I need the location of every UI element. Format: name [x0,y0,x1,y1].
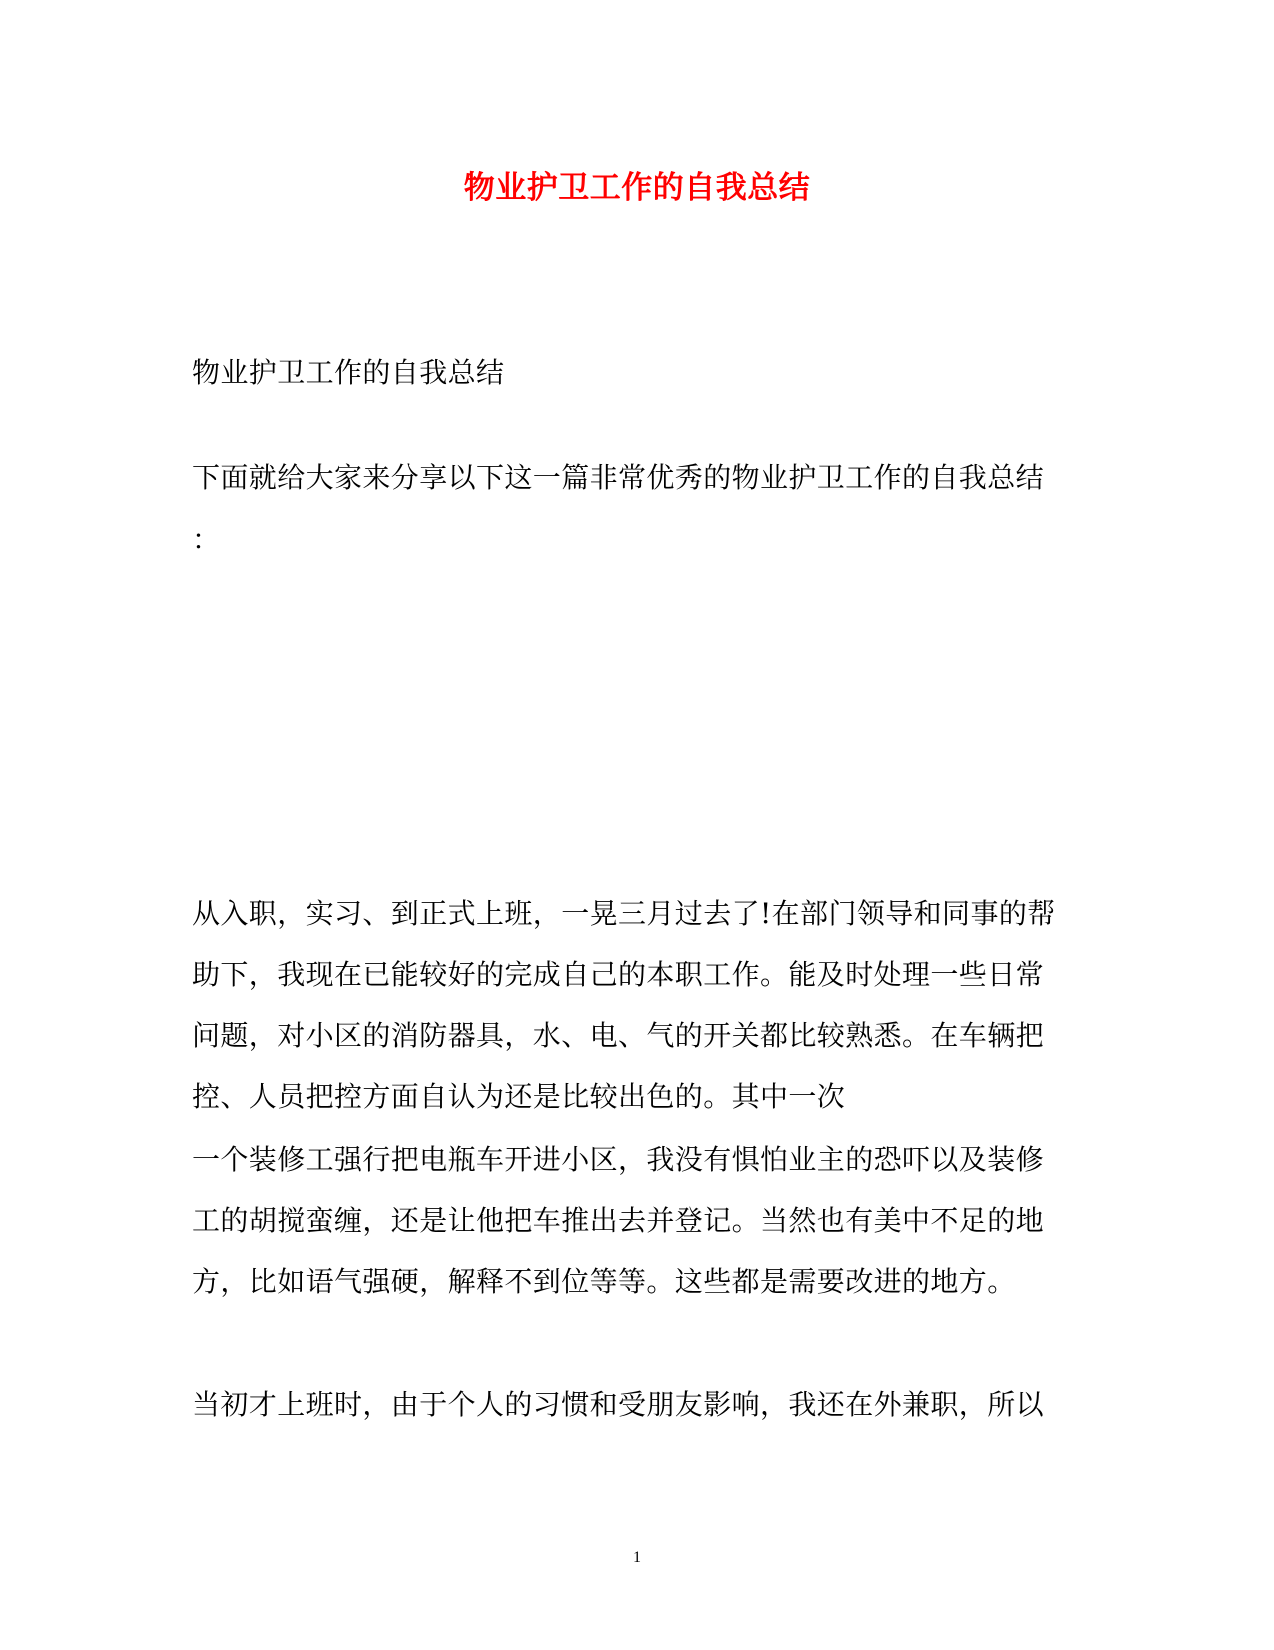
paragraph-line: 方，比如语气强硬，解释不到位等等。这些都是需要改进的地方。 [192,1265,1016,1298]
paragraph-line: 一个装修工强行把电瓶车开进小区，我没有惧怕业主的恐吓以及装修 [192,1143,1045,1176]
intro-line-2: ： [192,523,221,556]
document-subtitle: 物业护卫工作的自我总结 [192,356,505,389]
paragraph-line: 从入职，实习、到正式上班，一晃三月过去了!在部门领导和同事的帮 [192,897,1056,930]
paragraph-line: 控、人员把控方面自认为还是比较出色的。其中一次 [192,1080,846,1113]
paragraph-line: 当初才上班时，由于个人的习惯和受朋友影响，我还在外兼职，所以 [192,1388,1045,1421]
paragraph-line: 问题，对小区的消防器具，水、电、气的开关都比较熟悉。在车辆把 [192,1019,1045,1052]
document-title: 物业护卫工作的自我总结 [463,170,811,206]
paragraph-line: 工的胡搅蛮缠，还是让他把车推出去并登记。当然也有美中不足的地 [192,1204,1045,1237]
intro-line-1: 下面就给大家来分享以下这一篇非常优秀的物业护卫工作的自我总结 [192,461,1045,494]
page-number: 1 [633,1549,641,1566]
paragraph-line: 助下，我现在已能较好的完成自己的本职工作。能及时处理一些日常 [192,958,1045,991]
